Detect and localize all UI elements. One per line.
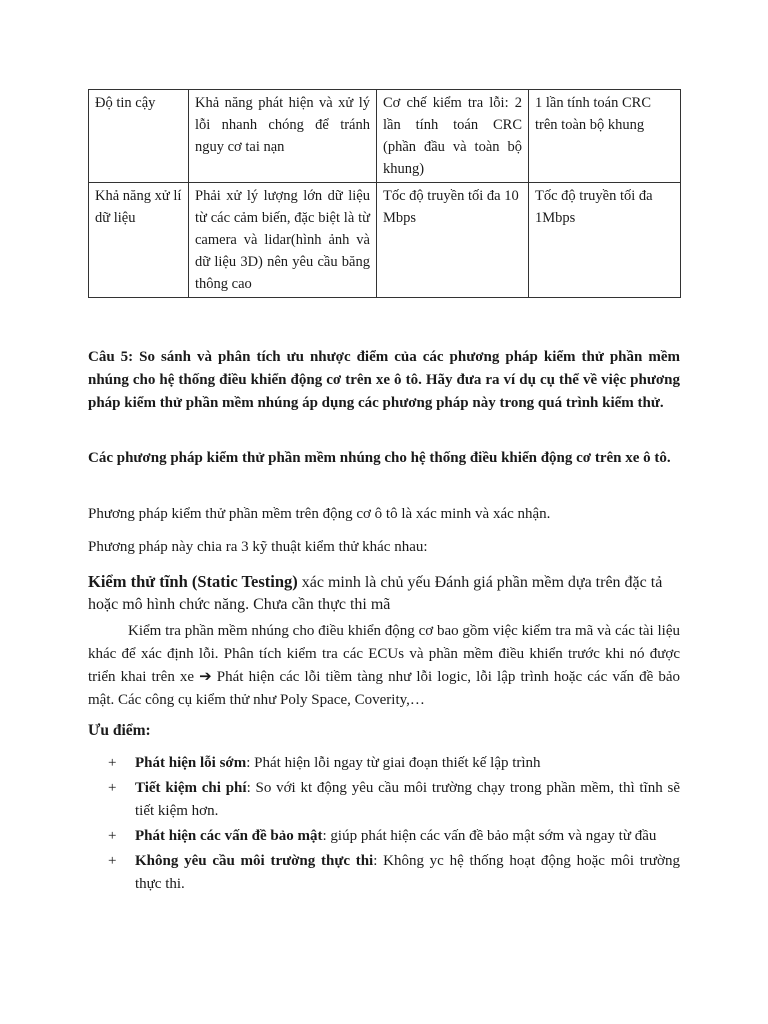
list-item: [100, 850, 680, 896]
list-item: [100, 752, 680, 775]
advantage-text: : Không yc hệ thống hoạt động hoặc môi trường thực thi.: [135, 853, 680, 892]
list-item: [100, 825, 680, 848]
plus-bullet: +: [108, 828, 117, 844]
table-cell: Khả năng phát hiện và xử lý lỗi nhanh chóng để tránh nguy cơ tai nạn: [189, 90, 377, 183]
table-row: [89, 90, 681, 183]
static-testing-summary: xác minh là chủ yếu Đánh giá phần mềm dựa trên đặc tả hoặc mô hình chức năng. Chưa cần thực thi mã: [88, 574, 663, 613]
static-testing-description: Kiểm tra phần mềm nhúng cho điều khiển động cơ bao gồm việc kiểm tra mã và các tài liệu khác để xác định lỗi. Phân tích kiểm tra các ECUs và phần mềm điều khiển trước khi nó được triển khai trên xe ➔ Phát hiện các lỗi tiềm tàng như lỗi logic, lỗi lập trình hoặc các vấn đề bảo mật. Các công cụ kiểm thử như Poly Space, Coverity,…: [88, 623, 680, 708]
paragraph-verification: Phương pháp kiểm thử phần mềm trên động cơ ô tô là xác minh và xác nhận.: [88, 506, 551, 522]
table-cell: Khả năng xử lí dữ liệu: [89, 183, 189, 298]
table-cell: Phải xử lý lượng lớn dữ liệu từ các cảm biến, đặc biệt là từ camera và lidar(hình ảnh và dữ liệu 3D) nên yêu cầu băng thông cao: [189, 183, 377, 298]
advantage-term: Tiết kiệm chi phí: [135, 780, 247, 796]
advantages-list: [100, 752, 680, 898]
advantage-term: Phát hiện lỗi sớm: [135, 755, 247, 771]
table-cell: Tốc độ truyền tối đa 10 Mbps: [377, 183, 529, 298]
section-heading: Các phương pháp kiểm thử phần mềm nhúng cho hệ thống điều khiển động cơ trên xe ô tô.: [88, 450, 671, 466]
advantage-text: : Phát hiện lỗi ngay từ giai đoạn thiết kế lập trình: [246, 755, 541, 771]
static-testing-title: Kiểm thử tĩnh (Static Testing): [88, 572, 298, 591]
static-testing-heading: [88, 571, 680, 616]
table-cell: Cơ chế kiểm tra lỗi: 2 lần tính toán CRC (phần đầu và toàn bộ khung): [377, 90, 529, 183]
paragraph-techniques: Phương pháp này chia ra 3 kỹ thuật kiểm thử khác nhau:: [88, 539, 428, 555]
table-cell: Tốc độ truyền tối đa 1Mbps: [529, 183, 681, 298]
advantage-term: Không yêu cầu môi trường thực thi: [135, 853, 374, 869]
advantages-heading: Ưu điểm:: [88, 722, 151, 739]
table-cell: Độ tin cậy: [89, 90, 189, 183]
list-item: [100, 777, 680, 823]
plus-bullet: +: [108, 755, 117, 771]
advantage-text: : giúp phát hiện các vấn đề bảo mật sớm và ngay từ đầu: [322, 828, 657, 844]
plus-bullet: +: [108, 780, 117, 796]
comparison-table: [88, 89, 681, 298]
question-5: Câu 5: So sánh và phân tích ưu nhược điểm của các phương pháp kiểm thử phần mềm nhúng cho hệ thống điều khiển động cơ trên xe ô tô. Hãy đưa ra ví dụ cụ thể về việc phương pháp kiểm thử phần mềm nhúng áp dụng các phương pháp này trong quá trình kiểm thử.: [88, 349, 680, 411]
table-cell: 1 lần tính toán CRC trên toàn bộ khung: [529, 90, 681, 183]
advantage-text: : So với kt động yêu cầu môi trường chạy trong phần mềm, thì tĩnh sẽ tiết kiệm hơn.: [135, 780, 680, 819]
table-row: [89, 183, 681, 298]
plus-bullet: +: [108, 853, 117, 869]
advantage-term: Phát hiện các vấn đề bảo mật: [135, 828, 323, 844]
